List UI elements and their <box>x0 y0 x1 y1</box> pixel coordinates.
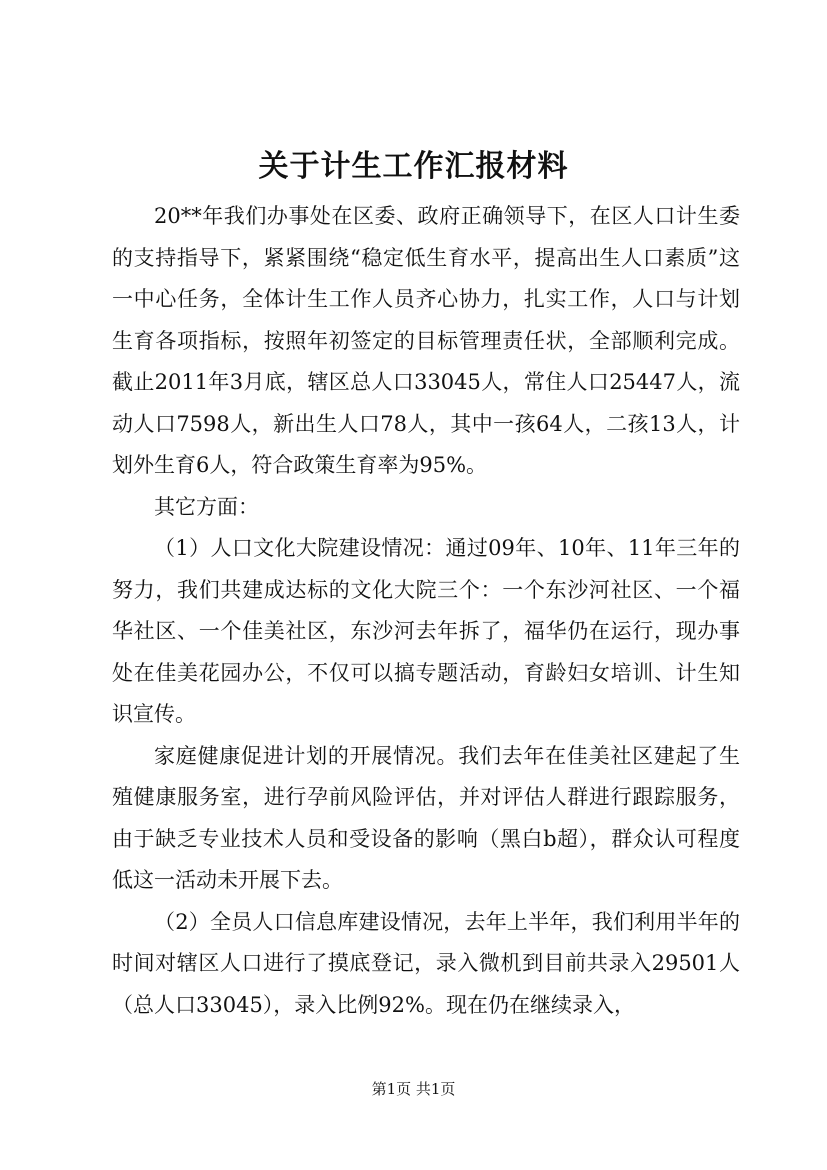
paragraph-family-health: 家庭健康促进计划的开展情况。我们去年在佳美社区建起了生殖健康服务室，进行孕前风险评估，并对评估人群进行跟踪服务，由于缺乏专业技术人员和受设备的影响（黑白b超），群众认可程度低这一活动未开展下去。 <box>112 743 740 892</box>
paragraph-other-aspects: 其它方面： <box>154 494 259 519</box>
paragraph-culture-courtyard: （1）人口文化大院建设情况：通过09年、10年、11年三年的努力，我们共建成达标的文化大院三个：一个东沙河社区、一个福华社区、一个佳美社区，东沙河去年拆了，福华仍在运行，现办事处在佳美花园办公，不仅可以搞专题活动，育龄妇女培训、计生知识宣传。 <box>112 536 740 726</box>
paragraph-intro: 20**年我们办事处在区委、政府正确领导下，在区人口计生委的支持指导下，紧紧围绕“稳定低生育水平，提高出生人口素质”这一中心任务，全体计生工作人员齐心协力，扎实工作，人口与计划生育各项指标，按照年初签定的目标管理责任状，全部顺利完成。截止2011年3月底，辖区总人口33045人，常住人口25447人，流动人口7598人，新出生人口78人，其中一孩64人，二孩13人，计划外生育6人，符合政策生育率为95%。 <box>112 204 740 477</box>
document-title: 关于计生工作汇报材料 <box>258 149 569 184</box>
page-footer: 第1页 共1页 <box>371 1080 456 1098</box>
document-body <box>112 196 740 1026</box>
paragraph-population-database: （2）全员人口信息库建设情况，去年上半年，我们利用半年的时间对辖区人口进行了摸底登记，录入微机到目前共录入29501人（总人口33045），录入比例92%。现在仍在继续录入， <box>112 909 740 1017</box>
